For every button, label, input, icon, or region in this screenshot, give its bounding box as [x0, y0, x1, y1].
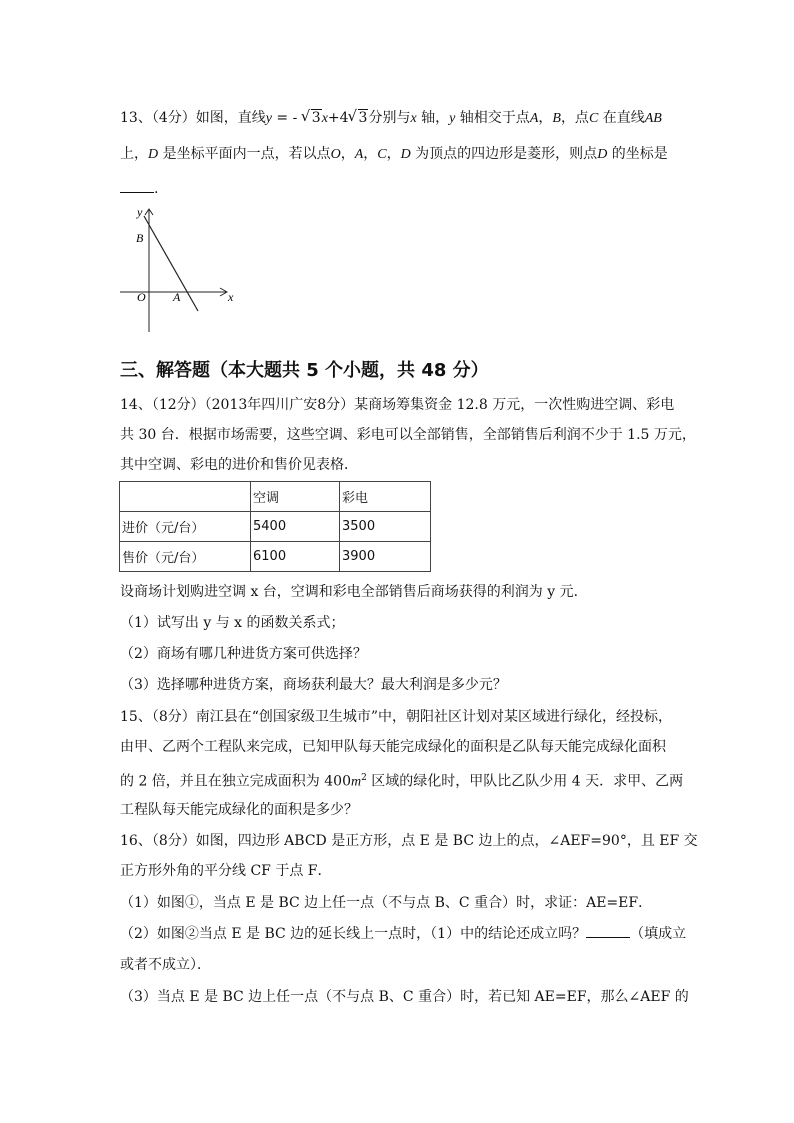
q13-line1: [120, 109, 662, 128]
q13-text: 在直线: [598, 110, 645, 126]
q15-line3: [120, 769, 683, 792]
q13-text: 轴，: [416, 110, 450, 126]
eq-x: x: [321, 111, 328, 126]
q13-line3: [120, 180, 158, 198]
q13-point: O: [330, 147, 341, 162]
table-cell: 5400: [251, 512, 340, 542]
sqrt-1: [302, 109, 322, 127]
q16-sub2: [120, 925, 686, 943]
table-header: [120, 482, 251, 512]
q14-line2: 共 30 台．根据市场需要，这些空调、彩电可以全部销售，全部销售后利润不少于 1.5 万元，: [120, 427, 696, 443]
eq-y: y: [265, 111, 272, 126]
q13-text: 的坐标是: [607, 146, 668, 162]
q13-text: ，: [538, 110, 553, 126]
line-ab: [144, 216, 198, 311]
q14-line4: 设商场计划购进空调 x 台，空调和彩电全部销售后商场获得的利润为 y 元．: [120, 584, 588, 600]
sqrt-2: [349, 109, 369, 127]
q16-line1: 16、（8分）如图，四边形 ABCD 是正方形，点 E 是 BC 边上的点，∠AEF=90°，且 EF 交: [120, 833, 698, 849]
table-cell: 6100: [251, 542, 340, 572]
q15-line1: 15、（8分）南江县在“创国家级卫生城市”中，朝阳社区计划对某区域进行绿化，经投标，: [120, 709, 673, 725]
q13-point: D: [597, 147, 608, 162]
q13-number: 13、（4分）如图，直线: [120, 110, 266, 126]
q15-area-value: 400: [324, 773, 351, 790]
sqrt-1-radicand: 3: [311, 110, 321, 126]
q16-text: （填成立: [630, 926, 687, 942]
eq-plus: +4: [327, 110, 349, 126]
q13-point: C: [377, 147, 387, 162]
q16-sub2-cont: 或者不成立）．: [120, 957, 211, 973]
label-a: A: [173, 290, 181, 304]
table-row: [120, 512, 431, 542]
label-b: B: [136, 231, 144, 245]
label-o: O: [137, 290, 146, 304]
q14-sub2: （2）商场有哪几种进货方案可供选择？: [120, 646, 367, 662]
q13-var: y: [449, 111, 456, 126]
q15-text: 的 2 倍，并且在独立完成面积为: [120, 773, 325, 790]
table-header: 空调: [251, 482, 340, 512]
table-header: 彩电: [340, 482, 431, 512]
q13-point: C: [588, 111, 599, 126]
q16-line2: 正方形外角的平分线 CF 于点 F．: [120, 863, 332, 879]
q14-sub1: （1）试写出 y 与 x 的函数关系式；: [120, 615, 345, 631]
label-x: x: [228, 290, 234, 304]
label-y: y: [137, 205, 143, 219]
table-header-row: [120, 482, 431, 512]
q13-line-ab: AB: [644, 111, 662, 126]
table-cell: 3500: [340, 512, 431, 542]
q16-sub1: （1）如图①，当点 E 是 BC 边上任一点（不与点 B、C 重合）时，求证：AE=EF．: [120, 895, 653, 911]
q15-area-unit: m: [351, 774, 362, 790]
q13-line2: [120, 145, 668, 164]
table-row: [120, 542, 431, 572]
q15-line4: 工程队每天能完成绿化的面积是多少？: [120, 802, 358, 818]
answer-blank[interactable]: [586, 925, 630, 938]
table-cell: 3900: [340, 542, 431, 572]
q13-point: A: [354, 147, 364, 162]
q13-text: ，: [340, 146, 355, 162]
table-cell: 进价（元/台）: [120, 512, 251, 542]
section-heading: 三、解答题（本大题共 5 个小题，共 48 分）: [120, 360, 489, 381]
q13-point: A: [529, 111, 539, 126]
q13-point: D: [148, 147, 159, 162]
q16-text: （2）如图②当点 E 是 BC 边的延长线上一点时，（1）中的结论还成立吗？: [120, 926, 587, 942]
q15-area-exponent: 2: [361, 773, 367, 783]
sqrt-2-radicand: 3: [358, 110, 368, 126]
q13-period: .: [154, 181, 159, 197]
q13-text: ，点: [560, 110, 589, 126]
q13-point: B: [552, 111, 561, 126]
q14-line3: 其中空调、彩电的进价和售价见表格．: [120, 457, 358, 473]
eq-equals: = -: [271, 110, 302, 126]
q13-text: ，: [386, 146, 401, 162]
q13-text: 上，: [120, 146, 148, 162]
q13-text: 是坐标平面内一点，若以点: [158, 146, 331, 162]
q13-text: 分别与: [368, 110, 411, 126]
q13-text: 轴相交于点: [455, 110, 530, 126]
coordinate-figure: [118, 204, 242, 336]
q15-line2: 由甲、乙两个工程队来完成，已知甲队每天能完成绿化的面积是乙队每天能完成绿化面积: [120, 739, 666, 755]
q15-text: 区域的绿化时，甲队比乙队少用 4 天．求甲、乙两: [366, 773, 684, 790]
q16-sub3: （3）当点 E 是 BC 边上任一点（不与点 B、C 重合）时，若已知 AE=EF，那么∠AEF 的: [120, 989, 689, 1005]
answer-blank[interactable]: [120, 180, 154, 193]
q13-point: D: [400, 147, 411, 162]
q13-text: 为顶点的四边形是菱形，则点: [410, 146, 598, 162]
table-cell: 售价（元/台）: [120, 542, 251, 572]
price-table: [119, 481, 431, 572]
q14-line1: 14、（12分）（2013年四川广安8分）某商场筹集资金 12.8 万元，一次性购进空调、彩电: [120, 397, 675, 413]
q14-sub3: （3）选择哪种进货方案，商场获利最大？最大利润是多少元？: [120, 677, 507, 693]
q13-var: x: [410, 111, 417, 126]
q13-text: ，: [363, 146, 378, 162]
